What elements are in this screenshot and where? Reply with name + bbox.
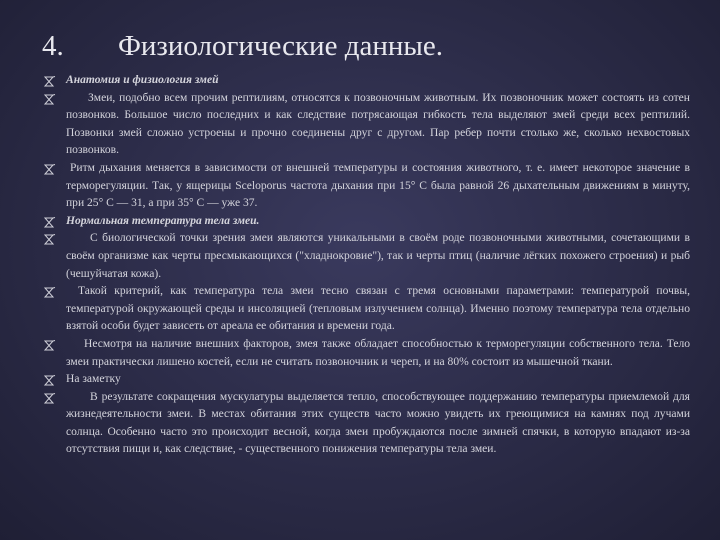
hourglass-icon [44,234,56,245]
list-item [44,230,690,283]
bullet-text: Ритм дыхания меняется в зависимости от внешней температуры и состояния животного, т. е. имеет некоторое значение в терморегуляции. Так, у ящерицы Sceloporus частота дыхания при 15° С была равной 26 дыхательным движениям в минуту, при 25° С — 31, а при 35° С — уже 37. [66,161,690,210]
list-item [44,72,690,90]
bullet-text: Змеи, подобно всем прочим рептилиям, относятся к позвоночным животным. Их позвоночник может состоять из сотен позвонков. Большое число последних и как следствие потрясающая гибкость тела выделяют змей среди всех рептилий. Позвонки змей сложно устроены и прочно соединены друг с другом. Пар ребер почти столько же, сколько нехвостовых позвонков. [66,91,690,157]
bullet-text: Анатомия и физиология змей [66,74,219,86]
hourglass-icon [44,393,56,404]
bullet-text: Несмотря на наличие внешних факторов, змея также обладает способностью к терморегуляции собственного тела. Тело змеи практически лишено костей, если не считать позвоночник и череп, и на 80% состоит из мышечной ткани. [66,337,690,368]
list-item [44,283,690,336]
list-item [44,336,690,371]
hourglass-icon [44,287,56,298]
slide-title-number: 4. [42,30,64,62]
bullet-list [44,72,690,459]
hourglass-icon [44,164,56,175]
slide-title-text: Физиологические данные. [118,30,443,62]
list-item [44,371,690,389]
hourglass-icon [44,76,56,87]
bullet-text: В результате сокращения мускулатуры выделяется тепло, способствующее поддержанию температуры приемлемой для жизнедеятельности змеи. В местах обитания этих существ часто можно увидеть их греющимися на камнях под лучами солнца. Особенно часто это происходит весной, когда змеи пробуждаются после зимней спячки, в которую впадают из-за отсутствия пищи и, как следствие, - существенного понижения температуры тела змеи. [66,390,690,456]
list-item [44,160,690,213]
list-item [44,90,690,160]
slide-title [42,30,443,76]
hourglass-icon [44,94,56,105]
bullet-text: На заметку [66,373,121,386]
hourglass-icon [44,217,56,228]
hourglass-icon [44,375,56,386]
hourglass-icon [44,340,56,351]
list-item [44,389,690,459]
bullet-text: Нормальная температура тела змеи. [66,214,260,227]
bullet-text: Такой критерий, как температура тела змеи тесно связан с тремя основными параметрами: температурой почвы, температурой окружающей среды и инсоляцией (тепловым излучением солнца). Именно поэтому температура тела отдельно взятой особи будет зависеть от ареала ее обитания и времени года. [66,285,690,333]
bullet-text: С биологической точки зрения змеи являются уникальными в своём роде позвоночными животными, сочетающими в своём организме как черты пресмыкающихся ("хладнокровие"), так и черты птиц (наличие лёгких похожего строения) и рыб (чешуйчатая кожа). [66,232,690,280]
list-item [44,213,690,231]
